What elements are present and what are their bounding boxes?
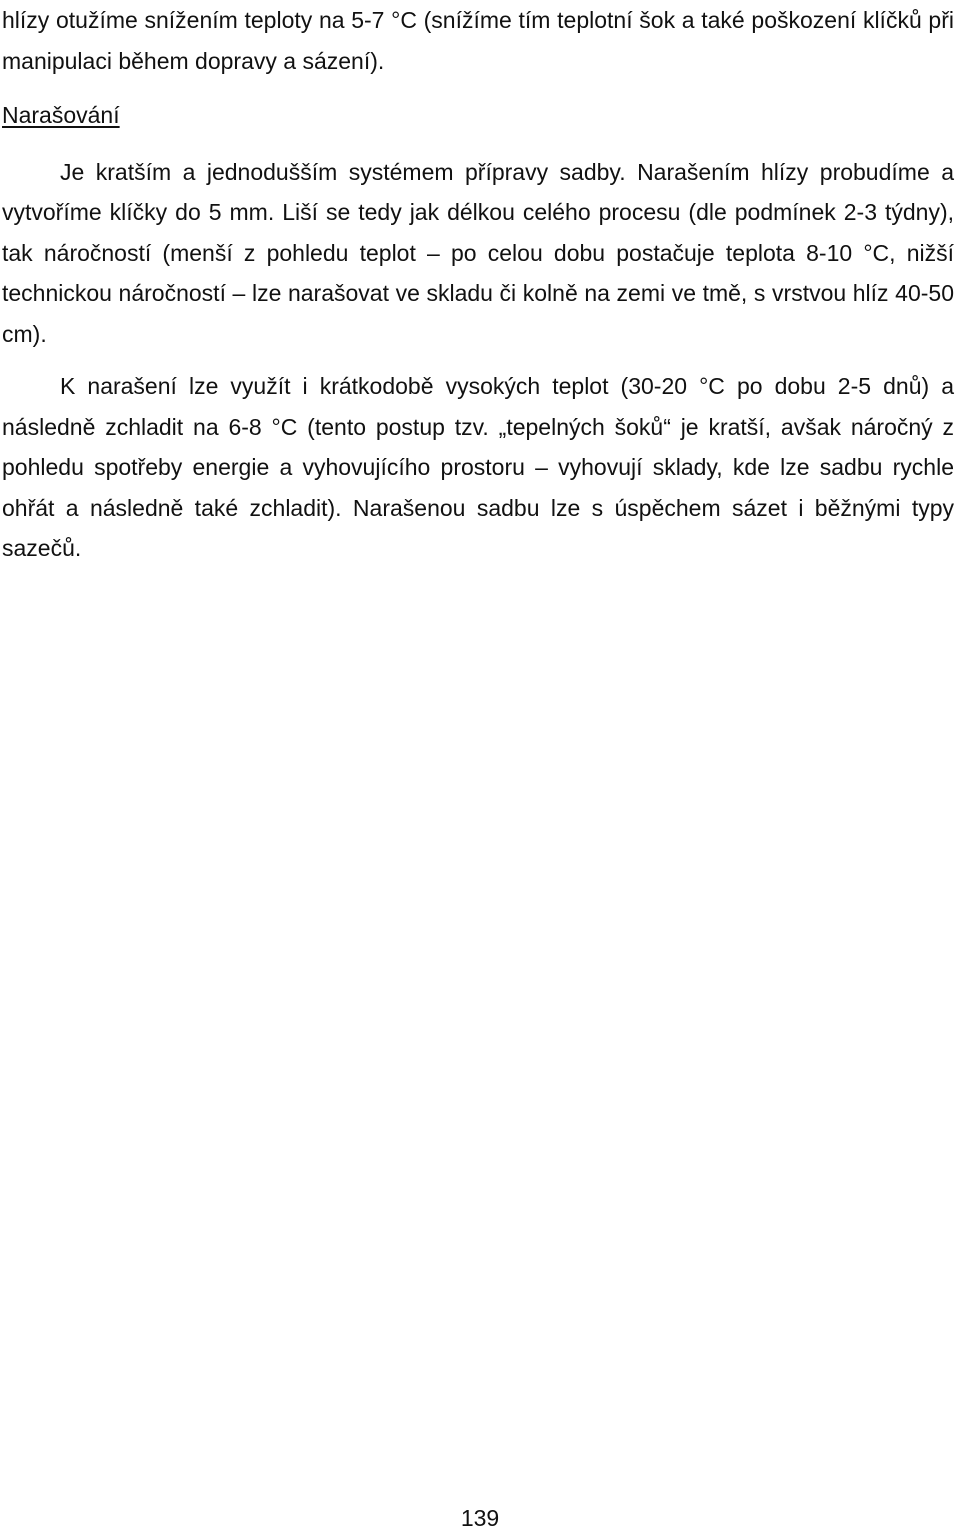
document-page: [2, 0, 954, 569]
section-heading: Narašování: [2, 102, 120, 128]
body-paragraph: Je kratším a jednodušším systémem přípravy sadby. Narašením hlízy probudíme a vytvoříme klíčky do 5 mm. Liší se tedy jak délkou celého procesu (dle podmínek 2-3 týdny), tak náročností (menší z pohledu teplot – po celou dobu postačuje teplota 8-10 °C, nižší technickou náročností – lze narašovat ve skladu či kolně na zemi ve tmě, s vrstvou hlíz 40-50 cm).: [2, 158, 954, 347]
body-paragraph: K narašení lze využít i krátkodobě vysokých teplot (30-20 °C po dobu 2-5 dnů) a následně zchladit na 6-8 °C (tento postup tzv. „tepelných šoků“ je kratší, avšak náročný z pohledu spotřeby energie a vyhovujícího prostoru – vyhovují sklady, kde lze sadbu rychle ohřát a následně také zchladit). Narašenou sadbu lze s úspěchem sázet i běžnými typy sazečů.: [2, 373, 954, 561]
intro-paragraph: hlízy otužíme snížením teploty na 5-7 °C (snížíme tím teplotní šok a také poškození klíčků při manipulaci během dopravy a sázení).: [2, 7, 954, 74]
page-number: 139: [460, 1505, 500, 1531]
